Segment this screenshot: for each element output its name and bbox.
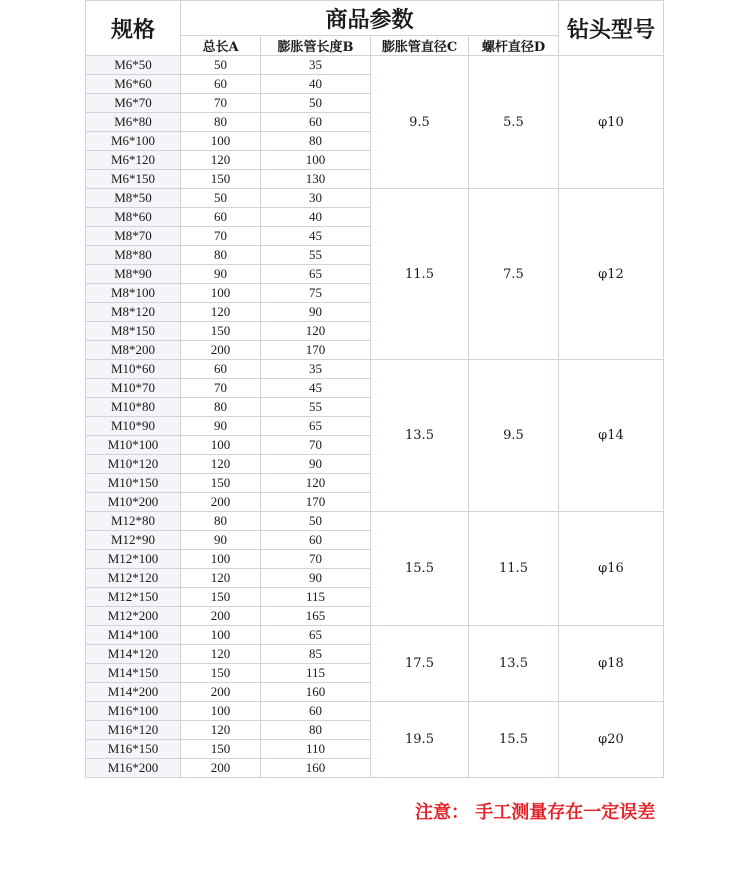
tube-length-cell: 90	[261, 455, 371, 474]
total-length-cell: 150	[181, 322, 261, 341]
tube-diameter-cell: 13.5	[371, 360, 469, 512]
bolt-diameter-cell: 9.5	[469, 360, 559, 512]
tube-diameter-cell: 17.5	[371, 626, 469, 702]
bolt-diameter-cell: 15.5	[469, 702, 559, 778]
total-length-cell: 150	[181, 588, 261, 607]
header-bolt-diameter: 螺杆直径D	[469, 36, 559, 56]
tube-length-cell: 160	[261, 759, 371, 778]
tube-length-cell: 60	[261, 702, 371, 721]
tube-length-cell: 85	[261, 645, 371, 664]
tube-length-cell: 80	[261, 132, 371, 151]
total-length-cell: 70	[181, 227, 261, 246]
tube-length-cell: 40	[261, 75, 371, 94]
tube-length-cell: 120	[261, 322, 371, 341]
tube-length-cell: 45	[261, 379, 371, 398]
total-length-cell: 100	[181, 284, 261, 303]
tube-length-cell: 170	[261, 493, 371, 512]
spec-cell: M12*100	[86, 550, 181, 569]
total-length-cell: 60	[181, 360, 261, 379]
total-length-cell: 200	[181, 759, 261, 778]
header-drill: 钻头型号	[559, 1, 664, 56]
total-length-cell: 100	[181, 550, 261, 569]
tube-length-cell: 100	[261, 151, 371, 170]
tube-length-cell: 90	[261, 569, 371, 588]
tube-length-cell: 35	[261, 360, 371, 379]
bolt-diameter-cell: 5.5	[469, 56, 559, 189]
total-length-cell: 90	[181, 531, 261, 550]
total-length-cell: 100	[181, 702, 261, 721]
tube-length-cell: 115	[261, 664, 371, 683]
spec-cell: M8*90	[86, 265, 181, 284]
tube-diameter-cell: 19.5	[371, 702, 469, 778]
spec-cell: M10*150	[86, 474, 181, 493]
spec-cell: M10*200	[86, 493, 181, 512]
spec-cell: M16*200	[86, 759, 181, 778]
tube-length-cell: 35	[261, 56, 371, 75]
tube-length-cell: 65	[261, 626, 371, 645]
total-length-cell: 80	[181, 113, 261, 132]
table-row	[86, 189, 664, 208]
total-length-cell: 200	[181, 607, 261, 626]
tube-length-cell: 130	[261, 170, 371, 189]
total-length-cell: 100	[181, 132, 261, 151]
tube-length-cell: 45	[261, 227, 371, 246]
table-body	[86, 56, 664, 778]
drill-cell: φ18	[559, 626, 664, 702]
tube-length-cell: 30	[261, 189, 371, 208]
total-length-cell: 120	[181, 303, 261, 322]
spec-cell: M12*90	[86, 531, 181, 550]
total-length-cell: 150	[181, 474, 261, 493]
spec-cell: M6*70	[86, 94, 181, 113]
spec-cell: M14*150	[86, 664, 181, 683]
spec-cell: M8*60	[86, 208, 181, 227]
header-params: 商品参数	[181, 1, 559, 36]
table-row	[86, 626, 664, 645]
total-length-cell: 70	[181, 94, 261, 113]
spec-cell: M8*70	[86, 227, 181, 246]
tube-length-cell: 60	[261, 113, 371, 132]
total-length-cell: 120	[181, 151, 261, 170]
total-length-cell: 100	[181, 626, 261, 645]
total-length-cell: 100	[181, 436, 261, 455]
tube-length-cell: 75	[261, 284, 371, 303]
header-spec: 规格	[86, 1, 181, 56]
spec-cell: M14*100	[86, 626, 181, 645]
tube-length-cell: 65	[261, 417, 371, 436]
drill-cell: φ14	[559, 360, 664, 512]
total-length-cell: 200	[181, 341, 261, 360]
total-length-cell: 80	[181, 512, 261, 531]
spec-cell: M12*200	[86, 607, 181, 626]
total-length-cell: 120	[181, 569, 261, 588]
tube-length-cell: 40	[261, 208, 371, 227]
total-length-cell: 70	[181, 379, 261, 398]
tube-length-cell: 170	[261, 341, 371, 360]
spec-cell: M6*120	[86, 151, 181, 170]
spec-cell: M6*80	[86, 113, 181, 132]
tube-length-cell: 110	[261, 740, 371, 759]
spec-cell: M8*50	[86, 189, 181, 208]
total-length-cell: 50	[181, 189, 261, 208]
total-length-cell: 80	[181, 246, 261, 265]
total-length-cell: 80	[181, 398, 261, 417]
spec-cell: M10*100	[86, 436, 181, 455]
tube-length-cell: 50	[261, 94, 371, 113]
spec-cell: M10*60	[86, 360, 181, 379]
total-length-cell: 90	[181, 417, 261, 436]
tube-diameter-cell: 9.5	[371, 56, 469, 189]
spec-cell: M8*150	[86, 322, 181, 341]
tube-length-cell: 65	[261, 265, 371, 284]
spec-table	[85, 0, 664, 778]
header-tube-length: 膨胀管长度B	[261, 36, 371, 56]
header-total-length: 总长A	[181, 36, 261, 56]
total-length-cell: 120	[181, 455, 261, 474]
tube-length-cell: 55	[261, 398, 371, 417]
total-length-cell: 60	[181, 75, 261, 94]
spec-cell: M12*80	[86, 512, 181, 531]
table-row	[86, 702, 664, 721]
spec-cell: M12*120	[86, 569, 181, 588]
total-length-cell: 150	[181, 740, 261, 759]
total-length-cell: 50	[181, 56, 261, 75]
bolt-diameter-cell: 13.5	[469, 626, 559, 702]
drill-cell: φ16	[559, 512, 664, 626]
tube-diameter-cell: 15.5	[371, 512, 469, 626]
drill-cell: φ10	[559, 56, 664, 189]
spec-cell: M6*60	[86, 75, 181, 94]
tube-length-cell: 90	[261, 303, 371, 322]
total-length-cell: 150	[181, 664, 261, 683]
spec-cell: M6*150	[86, 170, 181, 189]
tube-length-cell: 165	[261, 607, 371, 626]
tube-length-cell: 115	[261, 588, 371, 607]
spec-cell: M16*100	[86, 702, 181, 721]
tube-length-cell: 70	[261, 436, 371, 455]
tube-length-cell: 60	[261, 531, 371, 550]
total-length-cell: 200	[181, 683, 261, 702]
spec-cell: M10*90	[86, 417, 181, 436]
spec-cell: M6*100	[86, 132, 181, 151]
table-row	[86, 512, 664, 531]
tube-length-cell: 50	[261, 512, 371, 531]
total-length-cell: 90	[181, 265, 261, 284]
measurement-note: 注意： 手工测量存在一定误差	[415, 802, 656, 823]
spec-cell: M16*120	[86, 721, 181, 740]
table-row	[86, 360, 664, 379]
tube-length-cell: 55	[261, 246, 371, 265]
tube-length-cell: 70	[261, 550, 371, 569]
spec-cell: M10*80	[86, 398, 181, 417]
total-length-cell: 60	[181, 208, 261, 227]
total-length-cell: 200	[181, 493, 261, 512]
table-row	[86, 56, 664, 75]
drill-cell: φ12	[559, 189, 664, 360]
tube-length-cell: 80	[261, 721, 371, 740]
spec-cell: M8*120	[86, 303, 181, 322]
total-length-cell: 120	[181, 721, 261, 740]
tube-length-cell: 160	[261, 683, 371, 702]
tube-length-cell: 120	[261, 474, 371, 493]
spec-cell: M8*80	[86, 246, 181, 265]
spec-cell: M8*100	[86, 284, 181, 303]
bolt-diameter-cell: 11.5	[469, 512, 559, 626]
spec-cell: M12*150	[86, 588, 181, 607]
spec-cell: M14*200	[86, 683, 181, 702]
spec-cell: M16*150	[86, 740, 181, 759]
spec-cell: M14*120	[86, 645, 181, 664]
spec-cell: M6*50	[86, 56, 181, 75]
total-length-cell: 150	[181, 170, 261, 189]
header-tube-diameter: 膨胀管直径C	[371, 36, 469, 56]
spec-cell: M10*120	[86, 455, 181, 474]
total-length-cell: 120	[181, 645, 261, 664]
spec-cell: M8*200	[86, 341, 181, 360]
spec-cell: M10*70	[86, 379, 181, 398]
tube-diameter-cell: 11.5	[371, 189, 469, 360]
bolt-diameter-cell: 7.5	[469, 189, 559, 360]
drill-cell: φ20	[559, 702, 664, 778]
